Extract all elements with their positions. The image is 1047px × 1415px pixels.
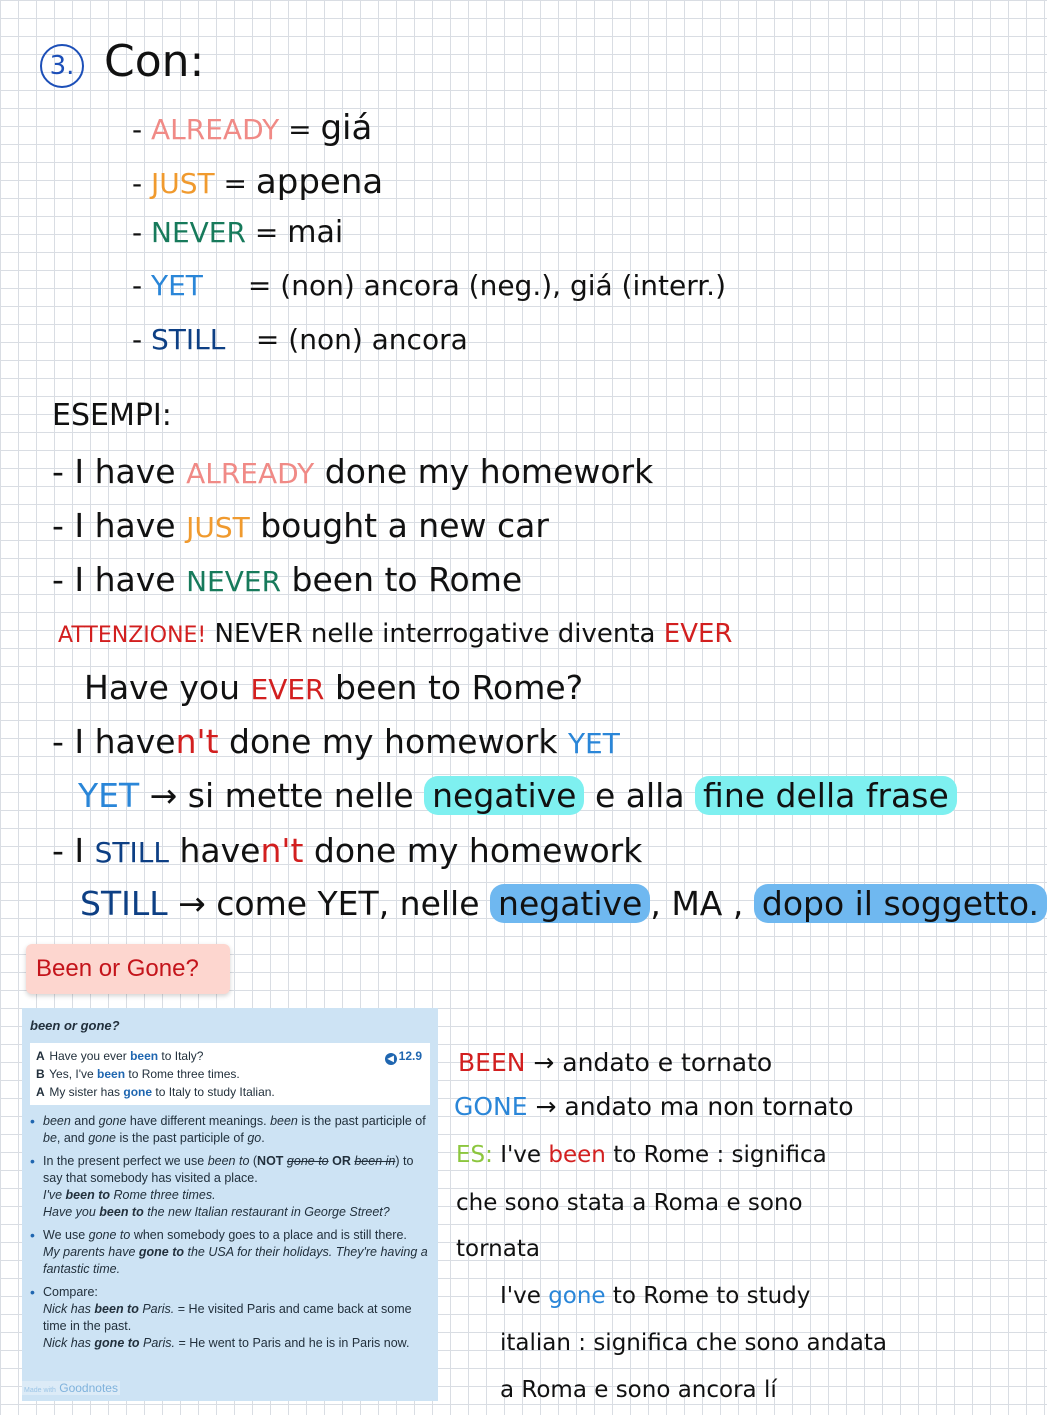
yet-rule: YET → si mette nelle negative e alla fine della frase: [78, 776, 957, 815]
excerpt-title: been or gone?: [30, 1018, 120, 1033]
rule-item: • been and gone have different meanings. been is the past participle of be, and gone is the past participle of go.: [30, 1113, 430, 1147]
rule-item: • In the present perfect we use been to (NOT gone to OR been in) to say that somebody has visited a place. I've been to Rome three times. Have you been to the new Italian restaurant in George Street?: [30, 1153, 430, 1221]
been-definition: BEEN → andato e tornato: [458, 1048, 773, 1077]
example-ever-question: Have you EVER been to Rome?: [84, 668, 584, 707]
definition-never: - NEVER = mai: [132, 215, 344, 250]
es-line-3: tornata: [456, 1236, 540, 1262]
es-gone-example: I've gone to Rome to study: [500, 1283, 811, 1309]
rule-item: • We use gone to when somebody goes to a place and is still there. My parents have gone to the USA for their holidays. They're having a fantastic time.: [30, 1227, 430, 1278]
highlight-negative: negative: [424, 776, 584, 815]
audio-icon: ◀: [385, 1053, 397, 1065]
highlight-dopo-il-soggetto: dopo il soggetto.: [754, 884, 1047, 923]
section-title: Con:: [104, 36, 205, 87]
gone-definition: GONE → andato ma non tornato: [454, 1092, 854, 1121]
example-yet: - I haven't done my homework YET: [52, 722, 620, 761]
rules-list: [30, 1113, 430, 1352]
audio-track[interactable]: ◀ 12.9: [385, 1047, 422, 1065]
dialogue-box: [30, 1043, 430, 1105]
definition-yet: - YET = (non) ancora (neg.), giá (interr.): [132, 269, 726, 302]
example-already: - I have ALREADY done my homework: [52, 452, 654, 491]
dialogue-line: B Yes, I've been to Rome three times.: [36, 1067, 240, 1081]
highlight-fine-della-frase: fine della frase: [695, 776, 957, 815]
dialogue-line: A My sister has gone to Italy to study Italian.: [36, 1085, 275, 1099]
es-line-6: a Roma e sono ancora lí: [500, 1377, 777, 1403]
definition-already: - ALREADY = giá: [132, 108, 373, 148]
example-still: - I STILL haven't done my homework: [52, 831, 643, 870]
esempi-label: ESEMPI:: [52, 398, 172, 433]
been-or-gone-badge: Been or Gone?: [26, 944, 230, 994]
definition-still: - STILL = (non) ancora: [132, 323, 468, 356]
example-never: - I have NEVER been to Rome: [52, 560, 523, 599]
example-just: - I have JUST bought a new car: [52, 506, 549, 545]
es-line-5: italian : significa che sono andata: [500, 1330, 887, 1356]
attention-note: ATTENZIONE! NEVER nelle interrogative diventa EVER: [58, 619, 733, 649]
textbook-excerpt: [22, 1008, 438, 1401]
still-rule: STILL → come YET, nelle negative , MA , dopo il soggetto.: [80, 884, 1047, 923]
goodnotes-watermark: Made with Goodnotes: [24, 1381, 118, 1395]
definition-just: - JUST = appena: [132, 162, 384, 202]
section-number: 3.: [40, 44, 84, 88]
rule-item: • Compare: Nick has been to Paris. = He visited Paris and came back at some time in the past. Nick has gone to Paris. = He went to Paris and he is in Paris now.: [30, 1284, 430, 1352]
es-been-example: ES: I've been to Rome : significa: [456, 1142, 827, 1168]
es-line-2: che sono stata a Roma e sono: [456, 1190, 803, 1216]
dialogue-line: A Have you ever been to Italy?: [36, 1049, 204, 1063]
highlight-negative-2: negative: [490, 884, 650, 923]
